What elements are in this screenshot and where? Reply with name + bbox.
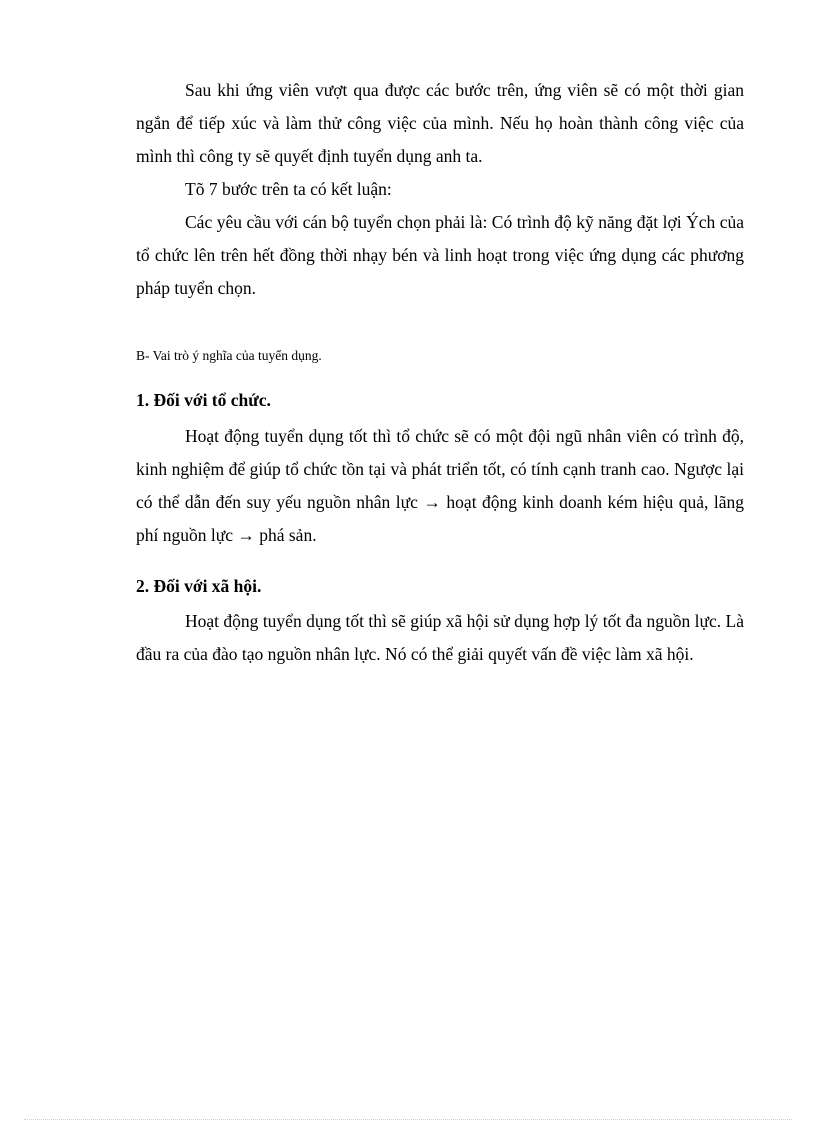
section-1-paragraph: Hoạt động tuyển dụng tốt thì tổ chức sẽ có một đội ngũ nhân viên có trình độ, kinh nghiệm để giúp tổ chức tồn tại và phát triển tốt, có tính cạnh tranh cao. Ngược lại có thể dẫn đến suy yếu nguồn nhân lực → hoạt động kinh doanh kém hiệu quả, lãng phí nguồn lực → phá sản. — [136, 426, 744, 545]
section-1-heading: 1. Đối với tổ chức. — [136, 390, 271, 410]
intro-block — [136, 74, 744, 305]
section-2-paragraph: Hoạt động tuyển dụng tốt thì sẽ giúp xã hội sử dụng hợp lý tốt đa nguồn lực. Là đầu ra của đào tạo nguồn nhân lực. Nó có thể giải quyết vấn đề việc làm xã hội. — [136, 611, 744, 664]
intro-paragraph-3: Các yêu cầu với cán bộ tuyển chọn phải là: Có trình độ kỹ năng đặt lợi Ých của tổ chức lên trên hết đồng thời nhạy bén và linh hoạt trong việc ứng dụng các phương pháp tuyển chọn. — [136, 212, 744, 298]
page-footer-divider — [24, 1119, 792, 1120]
section-2-heading: 2. Đối với xã hội. — [136, 576, 262, 596]
section-b-title: B- Vai trò ý nghĩa của tuyển dụng. — [136, 348, 322, 363]
section-2-block — [136, 605, 744, 671]
intro-paragraph-2: Tõ 7 bước trên ta có kết luận: — [185, 179, 392, 199]
section-1-block — [136, 420, 744, 552]
intro-paragraph-1: Sau khi ứng viên vượt qua được các bước trên, ứng viên sẽ có một thời gian ngắn để tiếp xúc và làm thử công việc của mình. Nếu họ hoàn thành công việc của mình thì công ty sẽ quyết định tuyển dụng anh ta. — [136, 80, 744, 166]
